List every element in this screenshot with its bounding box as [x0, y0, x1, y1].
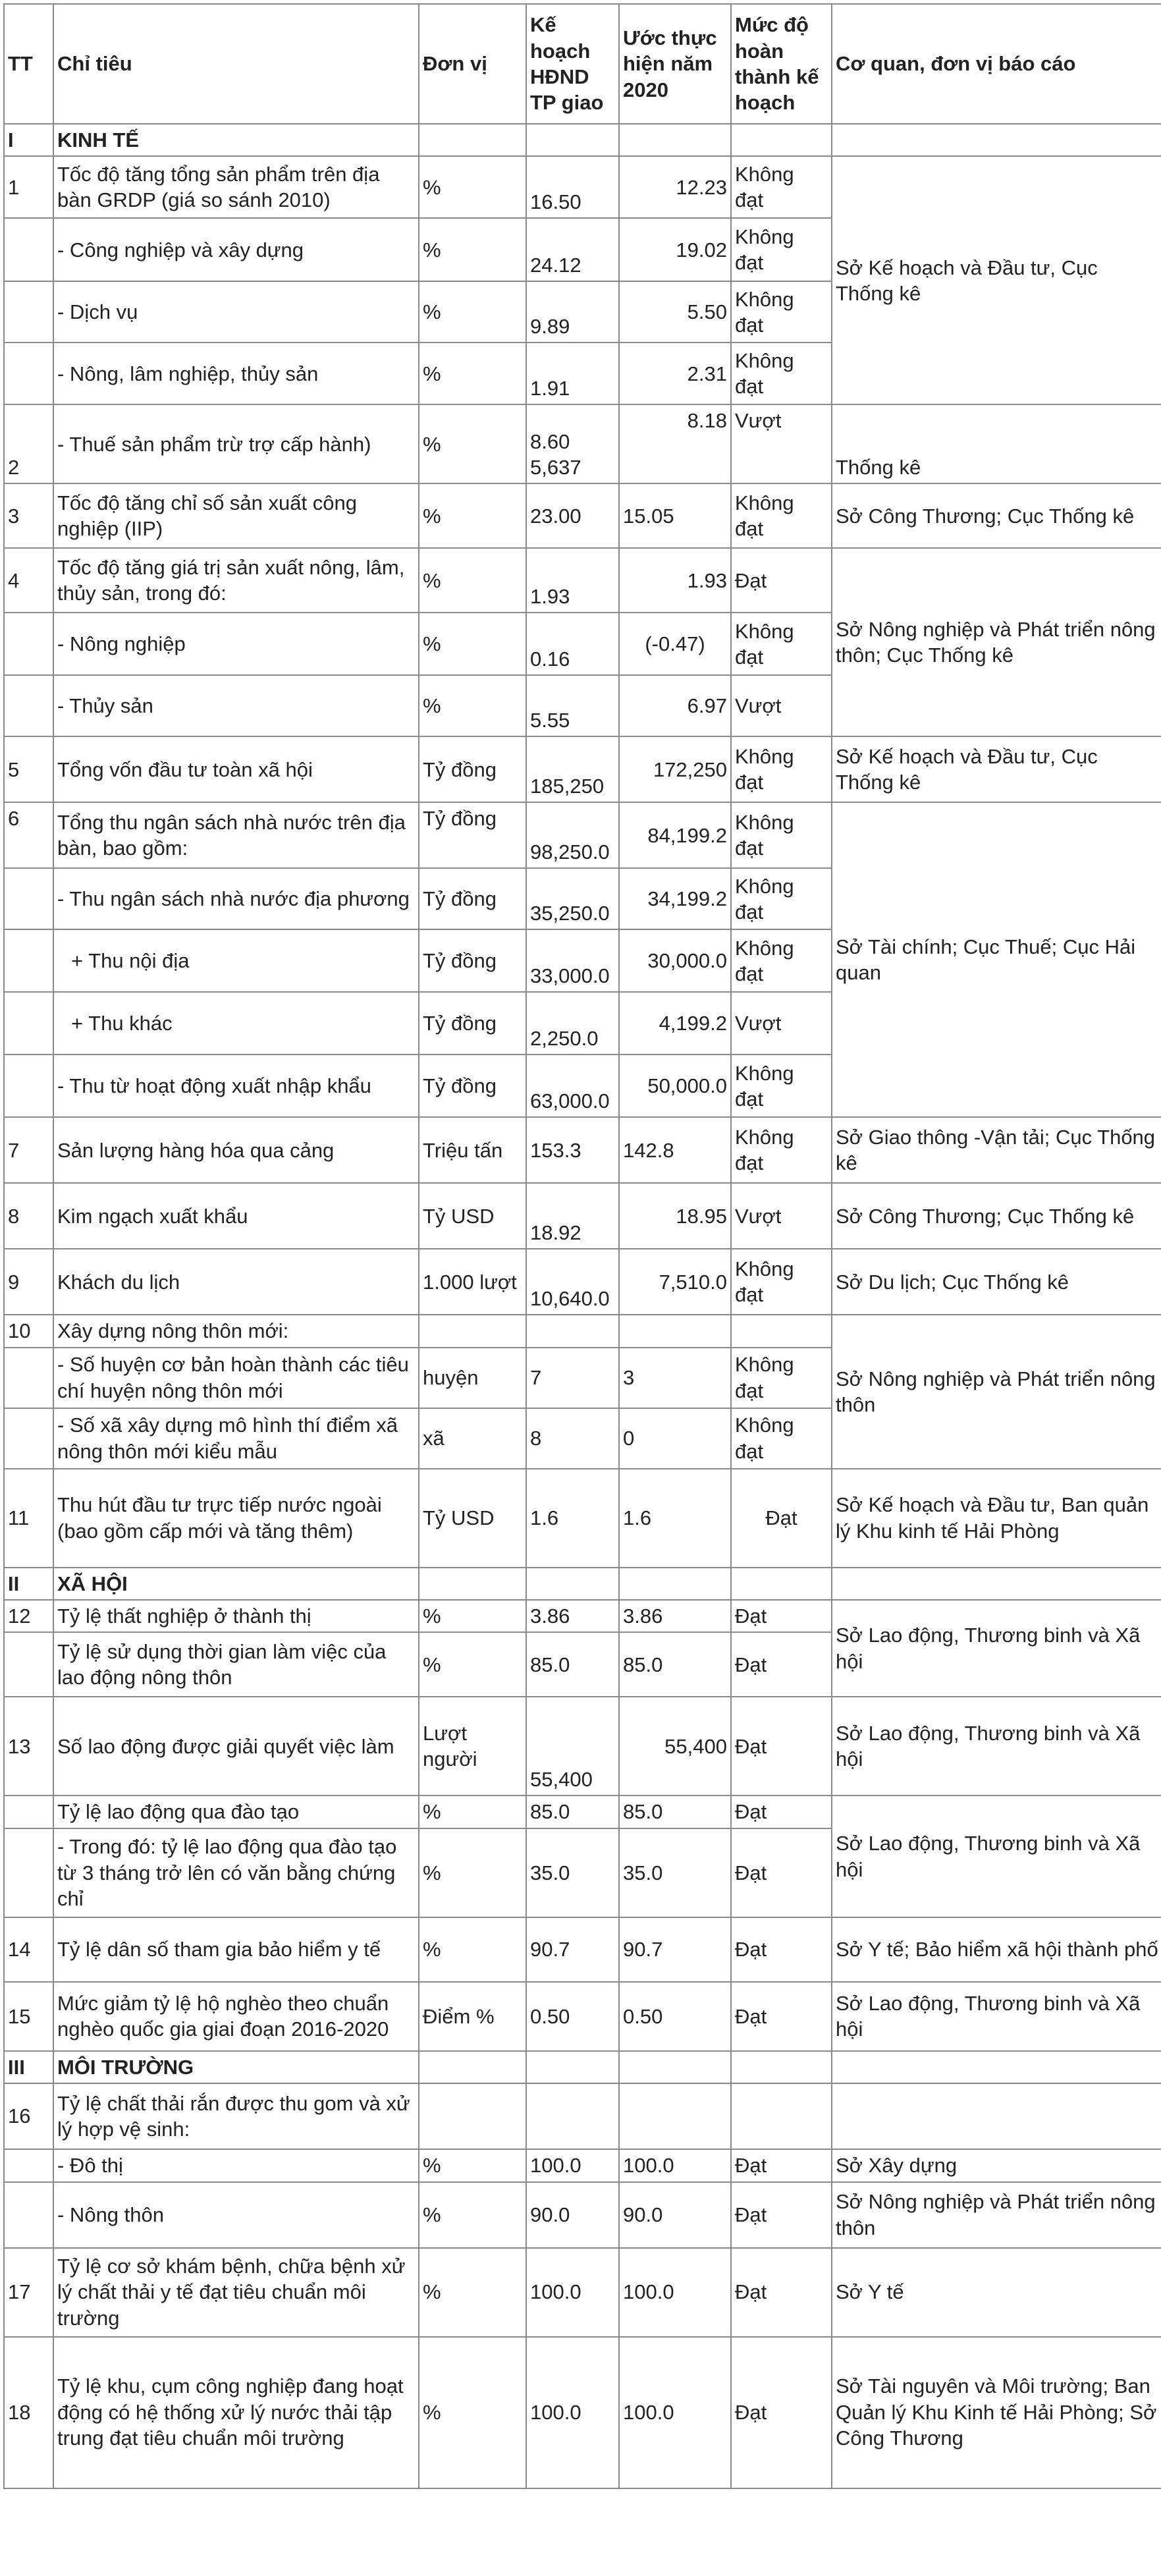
row-estimate: 90.7 [619, 1917, 731, 1982]
header-level: Mức độ hoàn thành kế hoạch [731, 4, 832, 124]
row-estimate: 100.0 [619, 2337, 731, 2488]
row-unit: % [419, 156, 526, 218]
row-level: Đạt [731, 2182, 832, 2248]
row-tt: 17 [4, 2248, 53, 2337]
row-indicator: Tỷ lệ cơ sở khám bệnh, chữa bệnh xử lý chất thải y tế đạt tiêu chuẩn môi trường [53, 2248, 419, 2337]
row-plan: 18.92 [526, 1183, 619, 1249]
row-level: Không đạt [731, 802, 832, 868]
row-plan: 185,250 [526, 736, 619, 802]
table-row [4, 2182, 1161, 2248]
row-indicator: Tổng thu ngân sách nhà nước trên địa bàn, bao gồm: [53, 802, 419, 868]
row-agency: Sở Công Thương; Cục Thống kê [832, 483, 1161, 548]
row-unit: huyện [419, 1348, 526, 1408]
row-estimate: 4,199.2 [619, 992, 731, 1055]
row-level: Không đạt [731, 868, 832, 929]
table-row [4, 1697, 1161, 1795]
row-unit: Triệu tấn [419, 1117, 526, 1183]
row-unit: % [419, 2248, 526, 2337]
row-estimate: 142.8 [619, 1117, 731, 1183]
row-tt: 1 [4, 156, 53, 218]
row-indicator: Tổng vốn đầu tư toàn xã hội [53, 736, 419, 802]
row-level: Đạt [731, 2248, 832, 2337]
row-unit: % [419, 613, 526, 675]
row-level: Đạt [731, 1917, 832, 1982]
row-tt: 8 [4, 1183, 53, 1249]
row-estimate: 172,250 [619, 736, 731, 802]
row-plan: 100.0 [526, 2248, 619, 2337]
row-indicator: - Dịch vụ [53, 281, 419, 343]
row-estimate: 12.23 [619, 156, 731, 218]
row-indicator: Tỷ lệ lao động qua đào tạo [53, 1795, 419, 1828]
row-indicator: Tỷ lệ sử dụng thời gian làm việc của lao động nông thôn [53, 1632, 419, 1697]
row-unit: % [419, 2337, 526, 2488]
table-row [4, 1249, 1161, 1315]
row-level: Đạt [731, 1982, 832, 2051]
row-plan: 1.6 [526, 1469, 619, 1568]
row-tt: 4 [4, 548, 53, 613]
row-indicator: + Thu khác [53, 992, 419, 1055]
section-row-society [4, 1568, 1161, 1600]
row-indicator: - Nông nghiệp [53, 613, 419, 675]
row-unit: Tỷ đồng [419, 929, 526, 992]
row-unit: % [419, 548, 526, 613]
section-title: KINH TẾ [53, 124, 419, 156]
row-tt: 18 [4, 2337, 53, 2488]
table-row [4, 404, 1161, 483]
row-indicator: Mức giảm tỷ lệ hộ nghèo theo chuẩn nghèo quốc gia giai đoạn 2016-2020 [53, 1982, 419, 2051]
row-level: Đạt [731, 1697, 832, 1795]
header-row [4, 4, 1161, 124]
row-estimate: 7,510.0 [619, 1249, 731, 1315]
row-plan: 98,250.0 [526, 802, 619, 868]
row-unit: % [419, 1917, 526, 1982]
row-unit: 1.000 lượt [419, 1249, 526, 1315]
row-plan: 100.0 [526, 2337, 619, 2488]
row-agency: Sở Kế hoạch và Đầu tư, Cục Thống kê [832, 736, 1161, 802]
row-estimate: 19.02 [619, 218, 731, 281]
row-estimate: 84,199.2 [619, 802, 731, 868]
section-tt: III [4, 2051, 53, 2083]
row-estimate: 50,000.0 [619, 1055, 731, 1117]
row-plan: 100.0 [526, 2149, 619, 2181]
row-agency: Thống kê [832, 404, 1161, 483]
row-agency: Sở Y tế [832, 2248, 1161, 2337]
row-tt: 5 [4, 736, 53, 802]
row-tt: 6 [4, 802, 53, 868]
table-row [4, 156, 1161, 218]
row-plan: 8.60 5,637 [526, 404, 619, 483]
header-estimate: Ước thực hiện năm 2020 [619, 4, 731, 124]
row-plan: 9.89 [526, 281, 619, 343]
row-plan: 1.93 [526, 548, 619, 613]
row-agency: Sở Lao động, Thương binh và Xã hội [832, 1795, 1161, 1917]
row-indicator: - Thu ngân sách nhà nước địa phương [53, 868, 419, 929]
row-estimate: 8.18 [619, 404, 731, 483]
row-agency: Sở Lao động, Thương binh và Xã hội [832, 1982, 1161, 2051]
table-row [4, 802, 1161, 868]
row-unit: % [419, 343, 526, 404]
row-agency: Sở Lao động, Thương binh và Xã hội [832, 1697, 1161, 1795]
row-level: Đạt [731, 1828, 832, 1917]
row-plan: 10,640.0 [526, 1249, 619, 1315]
table-row [4, 1600, 1161, 1632]
row-agency: Sở Lao động, Thương binh và Xã hội [832, 1600, 1161, 1697]
row-indicator: - Công nghiệp và xây dựng [53, 218, 419, 281]
table-row [4, 1117, 1161, 1183]
table-row [4, 1469, 1161, 1568]
row-indicator: Sản lượng hàng hóa qua cảng [53, 1117, 419, 1183]
row-indicator: - Thu từ hoạt động xuất nhập khẩu [53, 1055, 419, 1117]
row-estimate: 3 [619, 1348, 731, 1408]
row-unit: % [419, 218, 526, 281]
row-indicator: Tỷ lệ chất thải rắn được thu gom và xử lý hợp vệ sinh: [53, 2083, 419, 2149]
row-unit: % [419, 1600, 526, 1632]
table-row [4, 1917, 1161, 1982]
row-level: Không đạt [731, 218, 832, 281]
row-indicator: - Trong đó: tỷ lệ lao động qua đào tạo từ 3 tháng trở lên có văn bằng chứng chỉ [53, 1828, 419, 1917]
row-indicator: Xây dựng nông thôn mới: [53, 1315, 419, 1347]
row-agency: Sở Giao thông -Vận tải; Cục Thống kê [832, 1117, 1161, 1183]
row-level: Đạt [731, 1469, 832, 1568]
row-agency: Sở Công Thương; Cục Thống kê [832, 1183, 1161, 1249]
indicator-table [3, 3, 1161, 2489]
row-plan: 5.55 [526, 675, 619, 736]
row-unit: % [419, 675, 526, 736]
row-indicator: - Nông, lâm nghiệp, thủy sản [53, 343, 419, 404]
row-estimate: 6.97 [619, 675, 731, 736]
row-estimate: 0 [619, 1408, 731, 1469]
row-plan: 55,400 [526, 1697, 619, 1795]
row-tt: 16 [4, 2083, 53, 2149]
row-plan: 1.91 [526, 343, 619, 404]
row-indicator: Tỷ lệ khu, cụm công nghiệp đang hoạt động có hệ thống xử lý nước thải tập trung đạt tiêu chuẩn môi trường [53, 2337, 419, 2488]
row-level: Vượt [731, 992, 832, 1055]
row-tt: 10 [4, 1315, 53, 1347]
row-tt: 12 [4, 1600, 53, 1632]
row-tt: 3 [4, 483, 53, 548]
row-tt: 9 [4, 1249, 53, 1315]
row-estimate: 55,400 [619, 1697, 731, 1795]
row-agency: Sở Y tế; Bảo hiểm xã hội thành phố [832, 1917, 1161, 1982]
row-estimate: 2.31 [619, 343, 731, 404]
row-plan: 90.0 [526, 2182, 619, 2248]
row-indicator: Kim ngạch xuất khẩu [53, 1183, 419, 1249]
table-row [4, 1982, 1161, 2051]
row-level: Không đạt [731, 929, 832, 992]
row-tt: 13 [4, 1697, 53, 1795]
row-agency: Sở Kế hoạch và Đầu tư, Cục Thống kê [832, 156, 1161, 404]
row-unit: Tỷ đồng [419, 868, 526, 929]
row-estimate: (-0.47) [619, 613, 731, 675]
row-unit: % [419, 404, 526, 483]
table-row [4, 1183, 1161, 1249]
row-unit: Tỷ đồng [419, 1055, 526, 1117]
row-agency: Sở Nông nghiệp và Phát triển nông thôn [832, 1315, 1161, 1468]
row-level: Không đạt [731, 156, 832, 218]
row-estimate: 1.93 [619, 548, 731, 613]
section-title: MÔI TRƯỜNG [53, 2051, 419, 2083]
row-level: Đạt [731, 1795, 832, 1828]
row-agency: Sở Nông nghiệp và Phát triển nông thôn [832, 2182, 1161, 2248]
row-level: Không đạt [731, 1348, 832, 1408]
row-indicator: - Số xã xây dựng mô hình thí điểm xã nông thôn mới kiểu mẫu [53, 1408, 419, 1469]
row-plan: 0.50 [526, 1982, 619, 2051]
row-plan: 23.00 [526, 483, 619, 548]
row-plan: 33,000.0 [526, 929, 619, 992]
row-level: Đạt [731, 548, 832, 613]
row-level: Vượt [731, 675, 832, 736]
row-plan: 63,000.0 [526, 1055, 619, 1117]
row-indicator: Số lao động được giải quyết việc làm [53, 1697, 419, 1795]
table-row [4, 1315, 1161, 1347]
row-indicator: - Đô thị [53, 2149, 419, 2181]
row-indicator: + Thu nội địa [53, 929, 419, 992]
row-agency: Sở Tài nguyên và Môi trường; Ban Quản lý Khu Kinh tế Hải Phòng; Sở Công Thương [832, 2337, 1161, 2488]
row-plan: 35,250.0 [526, 868, 619, 929]
row-level: Không đạt [731, 343, 832, 404]
row-estimate: 15.05 [619, 483, 731, 548]
row-estimate: 35.0 [619, 1828, 731, 1917]
row-tt: 11 [4, 1469, 53, 1568]
row-estimate: 30,000.0 [619, 929, 731, 992]
row-indicator: Thu hút đầu tư trực tiếp nước ngoài (bao gồm cấp mới và tăng thêm) [53, 1469, 419, 1568]
table-row [4, 736, 1161, 802]
row-level: Vượt [731, 1183, 832, 1249]
row-unit: % [419, 2182, 526, 2248]
row-indicator: - Thủy sản [53, 675, 419, 736]
header-tt: TT [4, 4, 53, 124]
row-tt: 15 [4, 1982, 53, 2051]
row-plan: 85.0 [526, 1795, 619, 1828]
row-level: Không đạt [731, 483, 832, 548]
row-plan: 8 [526, 1408, 619, 1469]
table-row [4, 483, 1161, 548]
row-unit: Tỷ đồng [419, 802, 526, 868]
row-estimate: 90.0 [619, 2182, 731, 2248]
table-row [4, 2149, 1161, 2181]
row-estimate: 100.0 [619, 2149, 731, 2181]
section-title: XÃ HỘI [53, 1568, 419, 1600]
row-level: Đạt [731, 1600, 832, 1632]
row-unit: Tỷ USD [419, 1183, 526, 1249]
row-plan: 3.86 [526, 1600, 619, 1632]
row-estimate: 18.95 [619, 1183, 731, 1249]
row-indicator: Khách du lịch [53, 1249, 419, 1315]
row-estimate: 34,199.2 [619, 868, 731, 929]
row-indicator: Tốc độ tăng giá trị sản xuất nông, lâm, thủy sản, trong đó: [53, 548, 419, 613]
row-estimate: 3.86 [619, 1600, 731, 1632]
row-plan: 153.3 [526, 1117, 619, 1183]
row-level: Không đạt [731, 613, 832, 675]
row-indicator: - Thuế sản phẩm trừ trợ cấp hành) [53, 404, 419, 483]
row-agency: Sở Xây dựng [832, 2149, 1161, 2181]
row-unit: xã [419, 1408, 526, 1469]
row-level: Không đạt [731, 1249, 832, 1315]
row-level: Đạt [731, 2149, 832, 2181]
row-estimate: 85.0 [619, 1632, 731, 1697]
row-agency: Sở Nông nghiệp và Phát triển nông thôn; Cục Thống kê [832, 548, 1161, 736]
row-tt: 14 [4, 1917, 53, 1982]
header-unit: Đơn vị [419, 4, 526, 124]
section-row-economy [4, 124, 1161, 156]
section-tt: I [4, 124, 53, 156]
row-tt: 7 [4, 1117, 53, 1183]
row-indicator: - Số huyện cơ bản hoàn thành các tiêu chí huyện nông thôn mới [53, 1348, 419, 1408]
row-unit: % [419, 483, 526, 548]
row-estimate: 5.50 [619, 281, 731, 343]
row-plan: 24.12 [526, 218, 619, 281]
row-plan: 35.0 [526, 1828, 619, 1917]
row-unit: Điểm % [419, 1982, 526, 2051]
header-indicator: Chỉ tiêu [53, 4, 419, 124]
row-unit: % [419, 1632, 526, 1697]
section-tt: II [4, 1568, 53, 1600]
row-unit: % [419, 2149, 526, 2181]
row-level: Không đạt [731, 736, 832, 802]
row-unit: % [419, 1828, 526, 1917]
row-level: Vượt [731, 404, 832, 483]
row-indicator: Tốc độ tăng tổng sản phẩm trên địa bàn GRDP (giá so sánh 2010) [53, 156, 419, 218]
table-row [4, 2337, 1161, 2488]
row-plan: 90.7 [526, 1917, 619, 1982]
row-indicator: - Nông thôn [53, 2182, 419, 2248]
table-row [4, 548, 1161, 613]
row-unit: Lượt người [419, 1697, 526, 1795]
row-agency: Sở Tài chính; Cục Thuế; Cục Hải quan [832, 802, 1161, 1117]
table-row [4, 2083, 1161, 2149]
row-unit: Tỷ USD [419, 1469, 526, 1568]
row-unit: Tỷ đồng [419, 736, 526, 802]
row-indicator: Tỷ lệ dân số tham gia bảo hiểm y tế [53, 1917, 419, 1982]
row-unit: Tỷ đồng [419, 992, 526, 1055]
row-estimate: 100.0 [619, 2248, 731, 2337]
table-row [4, 1795, 1161, 1828]
row-level: Đạt [731, 2337, 832, 2488]
row-estimate: 85.0 [619, 1795, 731, 1828]
row-tt: 2 [4, 404, 53, 483]
row-estimate: 0.50 [619, 1982, 731, 2051]
row-level: Đạt [731, 1632, 832, 1697]
header-plan: Kế hoạch HĐND TP giao [526, 4, 619, 124]
header-agency: Cơ quan, đơn vị báo cáo [832, 4, 1161, 124]
row-indicator: Tốc độ tăng chỉ số sản xuất công nghiệp (IIP) [53, 483, 419, 548]
row-agency: Sở Du lịch; Cục Thống kê [832, 1249, 1161, 1315]
table-row [4, 2248, 1161, 2337]
row-level: Không đạt [731, 1055, 832, 1117]
row-plan: 16.50 [526, 156, 619, 218]
row-indicator: Tỷ lệ thất nghiệp ở thành thị [53, 1600, 419, 1632]
row-plan: 2,250.0 [526, 992, 619, 1055]
row-plan: 7 [526, 1348, 619, 1408]
row-agency: Sở Kế hoạch và Đầu tư, Ban quản lý Khu kinh tế Hải Phòng [832, 1469, 1161, 1568]
row-unit: % [419, 1795, 526, 1828]
section-row-environment [4, 2051, 1161, 2083]
row-level: Không đạt [731, 281, 832, 343]
row-unit: % [419, 281, 526, 343]
row-estimate: 1.6 [619, 1469, 731, 1568]
row-level: Không đạt [731, 1408, 832, 1469]
row-plan: 0.16 [526, 613, 619, 675]
row-plan: 85.0 [526, 1632, 619, 1697]
row-level: Không đạt [731, 1117, 832, 1183]
